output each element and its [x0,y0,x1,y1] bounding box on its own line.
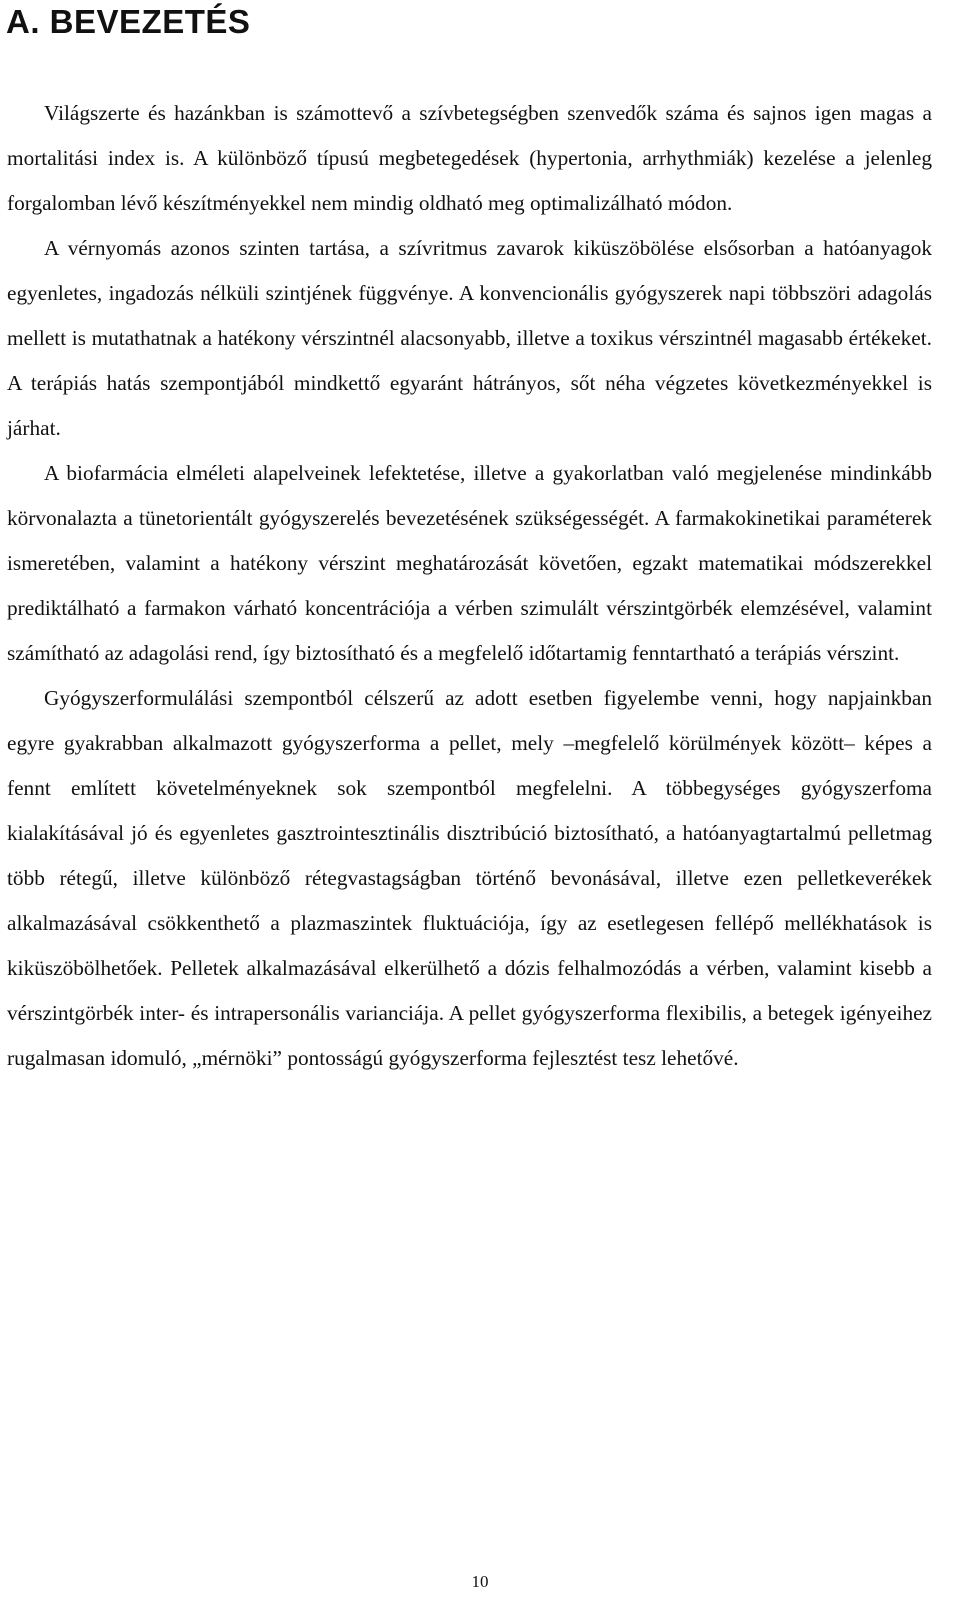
paragraph-intro: Világszerte és hazánkban is számottevő a szívbetegségben szenvedők száma és sajnos igen magas a mortalitási index is. A különböző típusú megbetegedések (hypertonia, arrhythmiák) kezelése a jelenleg forgalomban lévő készítményekkel nem mindig oldható meg optimalizálható módon. [7,101,932,215]
paragraph-blood-pressure: A vérnyomás azonos szinten tartása, a szívritmus zavarok kiküszöbölése elsősorban a hatóanyagok egyenletes, ingadozás nélküli szintjének függvénye. A konvencionális gyógyszerek napi többszöri adagolás mellett is mutathatnak a hatékony vérszintnél alacsonyabb, illetve a toxikus vérszintnél magasabb értékeket. A terápiás hatás szempontjából mindkettő egyaránt hátrányos, sőt néha végzetes következményekkel is járhat. [7,236,932,440]
paragraph-biopharmacy: A biofarmácia elméleti alapelveinek lefektetése, illetve a gyakorlatban való megjelenése mindinkább körvonalazta a tünetorientált gyógyszerelés bevezetésének szükségességét. A farmakokinetikai paraméterek ismeretében, valamint a hatékony vérszint meghatározását követően, egzakt matematikai módszerekkel prediktálható a farmakon várható koncentrációja a vérben szimulált vérszintgörbék elemzésével, valamint számítható az adagolási rend, így biztosítható és a megfelelő időtartamig fenntartható a terápiás vérszint. [7,461,932,665]
body-text [7,91,932,1081]
page-number: 10 [471,1572,489,1591]
paragraph-pellet: Gyógyszerformulálási szempontból célszerű az adott esetben figyelembe venni, hogy napjainkban egyre gyakrabban alkalmazott gyógyszerforma a pellet, mely –megfelelő körülmények között– képes a fennt említett követelményeknek sok szempontból megfelelni. A többegységes gyógyszerfoma kialakításával jó és egyenletes gasztrointesztinális disztribúció biztosítható, a hatóanyagtartalmú pelletmag több rétegű, illetve különböző rétegvastagságban történő bevonásával, illetve ezen pelletkeverékek alkalmazásával csökkenthető a plazmaszintek fluktuációja, így az esetlegesen fellépő mellékhatások is kiküszöbölhetőek. Pelletek alkalmazásával elkerülhető a dózis felhalmozódás a vérben, valamint kisebb a vérszintgörbék inter- és intrapersonális varianciája. A pellet gyógyszerforma flexibilis, a betegek igényeihez rugalmasan idomuló, „mérnöki” pontosságú gyógyszerforma fejlesztést tesz lehetővé. [7,686,932,1070]
section-heading: A. BEVEZETÉS [6,3,251,40]
